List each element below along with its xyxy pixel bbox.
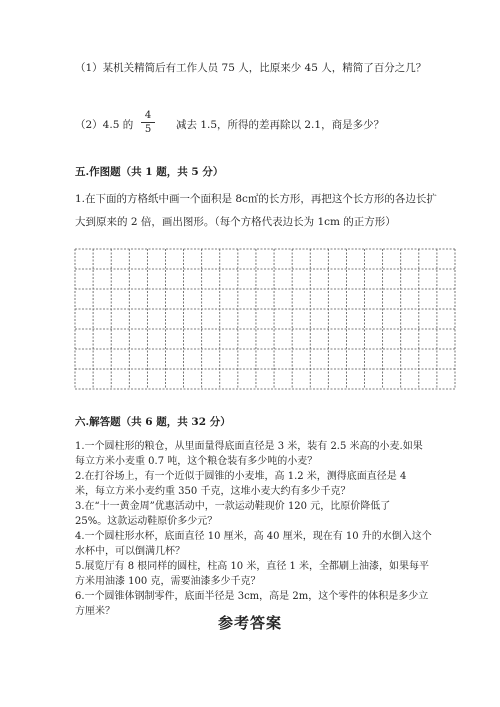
section4-question-2-prefix: （2）4.5 的 xyxy=(75,119,134,131)
section6-line: 25%。这款运动鞋原价多少元？ xyxy=(75,516,218,527)
section4-question-1: （1）某机关精简后有工作人员 75 人，比原来少 45 人，精简了百分之几？ xyxy=(75,62,427,74)
section5-heading: 五.作图题（共 1 题，共 5 分） xyxy=(75,166,224,178)
section4-question-2-suffix: 减去 1.5，所得的差再除以 2.1，商是多少？ xyxy=(176,119,385,131)
fraction-four-fifths xyxy=(141,110,155,135)
section6-heading: 六.解答题（共 6 题，共 32 分） xyxy=(75,416,231,428)
section6-line: 2.在打谷场上，有一个近似于圆锥的小麦堆，高 1.2 米，测得底面直径是 4 xyxy=(75,471,407,482)
section6-line: 方厘米？ xyxy=(75,606,115,617)
fraction-denominator: 5 xyxy=(144,124,152,135)
section6-line: 每立方米小麦重 0.7 吨，这个粮仓装有多少吨的小麦？ xyxy=(75,456,318,467)
section6-line: 4.一个圆柱形水杯，底面直径 10 厘米，高 40 厘米，现在有 10 升的水倒入这个 xyxy=(75,531,432,542)
grid-svg[interactable] xyxy=(74,248,456,390)
section6-line: 方米用油漆 100 克，需要油漆多少千克？ xyxy=(75,576,261,587)
section6-line: 水杯中，可以倒满几杯？ xyxy=(75,546,185,557)
section6-line: 6.一个圆锥体钢制零件，底面半径是 3cm，高是 2m，这个零件的体积是多少立 xyxy=(75,591,429,602)
fraction-numerator: 4 xyxy=(144,110,152,121)
fraction-bar xyxy=(141,122,155,123)
answer-key-title: 参考答案 xyxy=(217,614,282,632)
section6-line: 1.一个圆柱形的粮仓，从里面量得底面直径是 3 米，装有 2.5 米高的小麦.如果 xyxy=(75,441,423,452)
section5-question-line-2: 大到原来的 2 倍，画出图形。（每个方格代表边长为 1cm 的正方形） xyxy=(75,216,396,228)
square-grid-paper[interactable] xyxy=(74,248,456,390)
section5-question-line-1: 1.在下面的方格纸中画一个面积是 8c㎡的长方形，再把这个长方形的各边长扩 xyxy=(75,193,437,205)
section6-line: 5.展览厅有 8 根同样的圆柱，柱高 10 米，直径 1 米，全都刷上油漆，如果每平 xyxy=(75,561,430,572)
section6-line: 3.在“十一黄金周”优惠活动中，一款运动鞋现价 120 元，比原价降低了 xyxy=(75,501,391,512)
section6-line: 米，每立方米小麦约重 350 千克，这堆小麦大约有多少千克？ xyxy=(75,486,351,497)
